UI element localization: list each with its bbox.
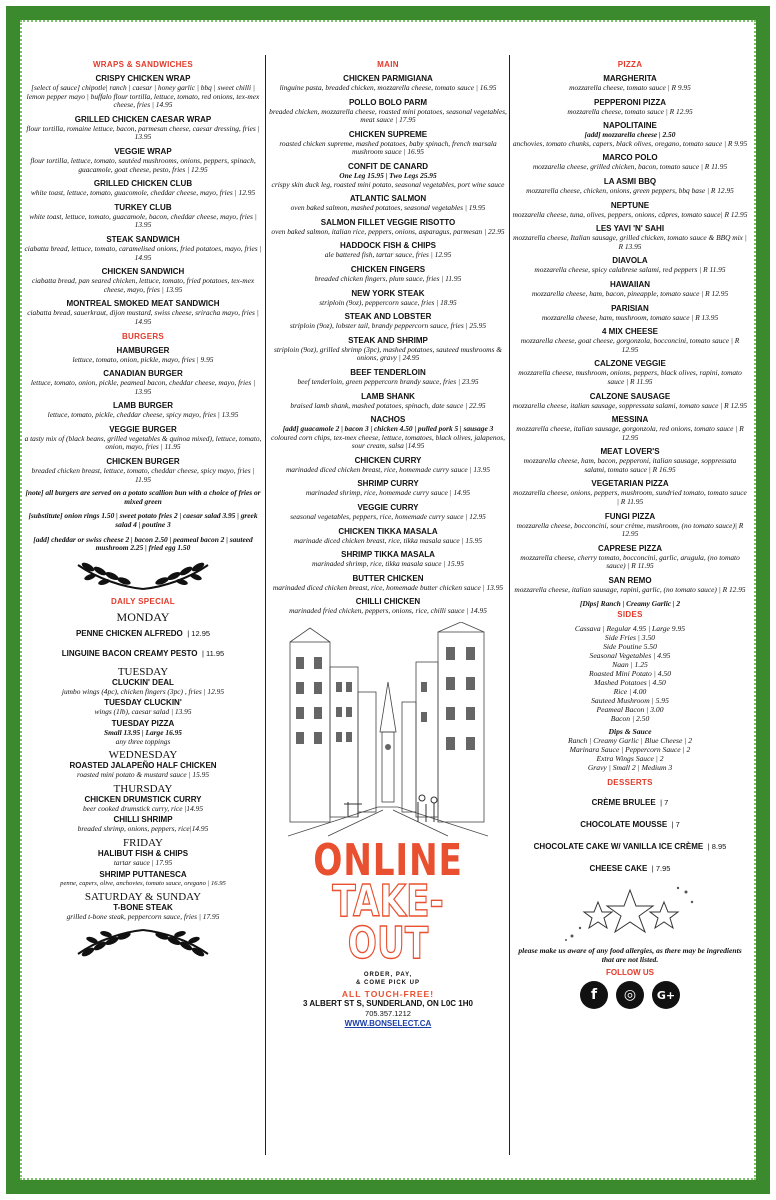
item-name: TUESDAY CLUCKIN' [104, 698, 182, 708]
item-desc: breaded chicken fingers, plum sauce, fries | 11.95 [314, 273, 462, 283]
item-desc: marinaded diced chicken breast, rice, homemade butter chicken sauce | 13.95 [272, 582, 504, 592]
menu-item [268, 289, 508, 308]
menu-item [268, 456, 508, 475]
stars-decoration-icon [560, 880, 700, 942]
middle-column [268, 58, 508, 1180]
day-monday: MONDAY [116, 609, 170, 624]
day-weekend: SATURDAY & SUNDAY [84, 891, 202, 904]
item-price: | 7 [660, 798, 669, 808]
item-name: DIAVOLA [612, 256, 648, 266]
item-price: | 12.95 [187, 628, 211, 638]
item-desc: a tasty mix of (black beans, grilled vegetables & quinoa mixed), lettuce, tomato, onion, mayo, fries | 11.95 [24, 433, 262, 452]
menu-item [24, 203, 262, 230]
item-desc: marinaded fried chicken, peppers, onions, rice, chilli sauce | 14.95 [289, 606, 487, 616]
item-price: | 7.95 [651, 864, 671, 874]
item-name: NACHOS [370, 415, 406, 425]
side-line: Side Poutine 5.50 [603, 642, 657, 652]
item-desc: marinaded diced chicken breast, rice, homemade curry sauce | 13.95 [285, 464, 491, 474]
item-name: POLLO BOLO PARM [348, 97, 428, 107]
item-desc: roasted mini potato & mustard sauce | 15.95 [76, 770, 210, 780]
item-desc: mozzarella cheese, chicken, onions, green peppers, bbq base | R 12.95 [526, 185, 734, 195]
pizza-dips: [Dips] Ranch | Creamy Garlic | 2 [579, 598, 681, 608]
day-friday: FRIDAY [123, 836, 163, 849]
burgers-list [24, 346, 262, 485]
section-title-wraps: WRAPS & SANDWICHES [92, 60, 194, 69]
item-desc: mozzarella cheese, tomato sauce | R 12.95 [567, 106, 693, 116]
item-desc: seasonal vegetables, peppers, rice, homemade curry sauce | 12.95 [290, 512, 486, 522]
item-name: BEEF TENDERLOIN [350, 367, 426, 377]
menu-item [268, 194, 508, 213]
item-desc: tartar sauce | 17.95 [113, 857, 173, 867]
menu-item [24, 425, 262, 452]
google-plus-icon[interactable]: G+ [652, 981, 680, 1009]
item-desc: striploin (9oz), peppercorn sauce, fries | 18.95 [319, 297, 457, 307]
item-desc: beer cooked drumstick curry, rice |14.95 [82, 803, 204, 813]
order-line-2: & COME PICK UP [355, 980, 420, 987]
menu-item [268, 479, 508, 498]
day-thursday: THURSDAY [113, 782, 173, 795]
item-name: VEGGIE WRAP [114, 146, 172, 156]
section-title-desserts: DESSERTS [607, 778, 653, 788]
item-desc: oven baked salmon, italian rice, peppers, onions, asparagus, parmesan | 22.95 [271, 226, 505, 236]
item-name: GRILLED CHICKEN CAESAR WRAP [74, 114, 212, 124]
item-name: CHILLI SHRIMP [113, 815, 173, 825]
dip-line: Marinara Sauce | Peppercorn Sauce | 2 [569, 745, 691, 755]
item-name: CLUCKIN' DEAL [112, 677, 174, 687]
desserts-list [512, 792, 748, 876]
main-list [268, 74, 508, 616]
side-line: Seasonal Vegetables | 4.95 [589, 651, 671, 661]
dip-line: Gravy | Small 2 | Medium 3 [587, 763, 673, 773]
item-desc: ciabatta bread, lettuce, tomato, caramelised onions, fried potatoes, mayo, fries | 14.95 [24, 243, 262, 262]
item-name: CHILLI CHICKEN [355, 597, 421, 607]
item-desc: grilled t-bone steak, peppercorn sauce, fries | 17.95 [66, 912, 220, 922]
item-desc: striploin (9oz), lobster tail, brandy peppercorn sauce, fries | 25.95 [289, 321, 487, 331]
item-desc: flour tortilla, lettuce, tomato, sautéed mushrooms, onions, peppers, spinach, guacamole, goat cheese, pesto, fries | 12.95 [30, 155, 256, 174]
section-title-main: MAIN [377, 60, 399, 69]
dessert-item [512, 814, 748, 832]
item-desc: mozzarella cheese, goat cheese, gorgonzola, bocconcini, tomato sauce | R 12.95 [520, 336, 740, 354]
menu-item [512, 327, 748, 354]
item-name: CHICKEN FINGERS [350, 264, 426, 274]
item-options: [add] mozzarella cheese | 2.50 [584, 130, 676, 140]
item-name: SHRIMP CURRY [357, 479, 419, 489]
side-line: Rice | 4.00 [613, 687, 647, 697]
item-name: LES YAVI 'N' SAHI [595, 224, 665, 234]
menu-item [24, 401, 262, 420]
item-desc: [select of sauce] chipotle| ranch | caesar | honey garlic | bbq | sweet chilli | lemon pepper mayo | buffalo flour tortilla, lettuce, tomato, red onions, tex-mex cheese, fries | 14.95 [26, 83, 260, 110]
menu-item [512, 177, 748, 196]
menu-item [512, 201, 748, 220]
menu-item [512, 98, 748, 117]
instagram-icon[interactable]: ◎ [616, 981, 644, 1009]
item-name: LA ASMI BBQ [603, 176, 657, 186]
item-desc: mozzarella cheese, ham, bacon, pepperoni, italian sausage, soppressata salami, tomato sauce | R 16.95 [523, 456, 737, 474]
item-desc: mozzarella cheese, ham, bacon, pineapple, tomato sauce | R 12.95 [531, 288, 729, 298]
item-name: HAMBURGER [116, 345, 170, 355]
item-name: CAPRESE PIZZA [597, 543, 662, 553]
item-desc: mozzarella cheese, tuna, olives, peppers, onions, câpres, tomato sauce| R 12.95 [512, 209, 748, 219]
item-desc: breaded chicken, mozzarella cheese, roasted mini potatoes, seasonal vegetables, meat sauce | 17.95 [269, 106, 507, 125]
menu-item [512, 359, 748, 386]
item-desc: white toast, lettuce, tomato, guacamole, bacon, cheddar cheese, mayo, fries | 13.95 [29, 211, 257, 230]
item-name: CHICKEN PARMIGIANA [343, 74, 433, 83]
item-desc: mozzarella cheese, grilled chicken, bacon, tomato sauce | R 11.95 [532, 162, 728, 172]
menu-item [268, 241, 508, 260]
side-line: Side Fries | 3.50 [604, 633, 656, 643]
sides-list [512, 624, 748, 723]
takeout-heading: TAKE-OUT [332, 876, 444, 970]
menu-item [512, 576, 748, 595]
item-name: NAPOLITAINE [603, 121, 657, 131]
social-links [512, 981, 748, 1009]
touch-free-label: ALL TOUCH-FREE! [341, 989, 435, 1000]
menu-item [512, 544, 748, 571]
item-name: MEAT LOVER'S [600, 447, 660, 457]
menu-item [24, 299, 262, 326]
item-name: ATLANTIC SALMON [349, 194, 427, 204]
menu-item [24, 346, 262, 365]
menu-item [268, 503, 508, 522]
item-desc: mozzarella cheese, italian sausage, rapini, garlic, (no tomato sauce) | R 12.95 [514, 585, 746, 595]
item-name: TURKEY CLUB [114, 202, 172, 212]
item-desc: marinaded shrimp, rice, homemade curry sauce | 14.95 [305, 488, 471, 498]
side-line: Peameal Bacon | 3.00 [596, 705, 664, 715]
item-name: PEPPERONI PIZZA [593, 97, 666, 107]
item-desc: braised lamb shank, mashed potatoes, spinach, date sauce | 22.95 [290, 400, 486, 410]
item-name: CHOCOLATE MOUSSE [580, 820, 668, 830]
item-name: CALZONE SAUSAGE [589, 391, 671, 401]
item-name: CHICKEN BURGER [106, 457, 180, 467]
item-desc: linguine pasta, breaded chicken, mozzarella cheese, tomato sauce | 16.95 [279, 83, 497, 92]
item-desc: marinaded shrimp, rice, tikka masala sauce | 15.95 [312, 559, 464, 569]
item-name: LAMB BURGER [113, 401, 173, 411]
item-name: TUESDAY PIZZA [111, 719, 175, 728]
item-desc: marinade diced chicken breast, rice, tikka masala sauce | 15.95 [293, 535, 483, 545]
menu-item [24, 267, 262, 294]
dip-line: Extra Wings Sauce | 2 [596, 754, 664, 764]
left-column [24, 58, 262, 1180]
right-column [512, 58, 748, 1180]
item-desc: ciabatta bread, sauerkraut, dijon mustard, swiss cheese, sriracha mayo, fries | 14.95 [27, 308, 259, 326]
item-name: MONTREAL SMOKED MEAT SANDWICH [66, 299, 220, 309]
dessert-item [512, 836, 748, 854]
item-name: CANADIAN BURGER [103, 369, 183, 379]
item-name: MARCO POLO [602, 153, 658, 163]
menu-item [512, 415, 748, 442]
item-name: HALIBUT FISH & CHIPS [97, 848, 189, 858]
item-desc: breaded chicken breast, lettuce, tomato, cheddar cheese, spicy mayo, fries | 11.95 [31, 466, 255, 484]
side-line: Bacon | 2.50 [610, 714, 650, 724]
item-name: CHICKEN DRUMSTICK CURRY [84, 794, 202, 804]
item-desc: flour tortilla, romaine lettuce, bacon, parmesan cheese, caesar dressing, fries | 13.95 [26, 123, 260, 142]
item-desc: anchovies, tomato chunks, capers, black olives, oregano, tomato sauce | R 9.95 [512, 138, 748, 148]
item-name: CHICKEN TIKKA MASALA [338, 526, 438, 536]
menu-item [268, 597, 508, 616]
item-price: | 11.95 [201, 648, 225, 658]
item-name: HADDOCK FISH & CHIPS [339, 241, 436, 251]
item-name: SHRIMP PUTTANESCA [99, 869, 187, 879]
menu-item [268, 368, 508, 387]
item-name: T-BONE STEAK [113, 903, 173, 913]
side-line: Sauteed Mushroom | 5.95 [591, 696, 669, 706]
side-line: Cassava | Regular 4.95 | Large 9.95 [574, 624, 686, 634]
item-name: SAN REMO [608, 576, 652, 586]
menu-item [512, 153, 748, 172]
item-name: VEGGIE CURRY [357, 503, 419, 513]
item-name: VEGETARIAN PIZZA [591, 479, 669, 489]
item-name: CHICKEN SANDWICH [101, 267, 185, 277]
item-desc: ale battered fish, tartar sauce, fries | 12.95 [324, 250, 452, 260]
item-name: CRÈME BRULEE [591, 798, 656, 808]
menu-item [512, 121, 748, 148]
online-heading: ONLINE [313, 835, 463, 887]
item-desc: mozzarella cheese, onions, peppers, mushroom, sundried tomato, tomato sauce | R 11.95 [513, 488, 747, 507]
dessert-item [512, 858, 748, 876]
menu-item [24, 115, 262, 142]
menu-item [268, 392, 508, 411]
dip-line: Ranch | Creamy Garlic | Blue Cheese | 2 [567, 736, 693, 746]
item-desc: lettuce, tomato, pickle, cheddar cheese, spicy mayo, fries | 13.95 [47, 410, 239, 420]
item-name: FUNGI PIZZA [604, 511, 656, 521]
item-name: CALZONE VEGGIE [594, 359, 666, 369]
item-name: STEAK SANDWICH [106, 234, 180, 244]
dessert-item [512, 792, 748, 810]
menu-item [512, 224, 748, 251]
menu-item [512, 512, 748, 539]
item-desc: mozzarella cheese, tomato sauce | R 9.95 [569, 83, 691, 92]
side-line: Naan | 1.25 [612, 660, 648, 670]
item-name: CONFIT DE CANARD [348, 161, 428, 171]
item-desc: ciabatta bread, pan seared chicken, lettuce, tomato, fried potatoes, tex-mex cheese, mayo, fries | 13.95 [31, 276, 255, 294]
menu-item [512, 280, 748, 299]
item-options: One Leg 15.95 | Two Legs 25.95 [339, 170, 437, 180]
menu-item [268, 574, 508, 593]
item-name: VEGGIE BURGER [109, 424, 177, 434]
item-name: CHEESE CAKE [589, 864, 648, 874]
item-name: NEPTUNE [610, 200, 650, 210]
section-title-daily: DAILY SPECIAL [111, 596, 175, 606]
item-name: CRISPY CHICKEN WRAP [95, 74, 191, 83]
item-name: HAWAIIAN [610, 279, 650, 289]
item-name: BUTTER CHICKEN [352, 573, 424, 583]
item-desc: mozzarella cheese, italian sausage, gorgonzola, red onions, tomato sauce | R 12.95 [516, 424, 744, 442]
day-wednesday: WEDNESDAY [108, 749, 178, 762]
facebook-icon[interactable]: f [580, 981, 608, 1009]
item-desc: mozzarella cheese, spicy calabrese salami, red peppers | R 11.95 [534, 265, 726, 275]
dips-list [512, 736, 748, 772]
item-desc: lettuce, tomato, onion, pickle, mayo, fries | 9.95 [72, 354, 214, 364]
menu-item [512, 74, 748, 93]
menu-item [268, 527, 508, 546]
menu-item [268, 550, 508, 569]
menu-item [268, 336, 508, 363]
item-desc: striploin (9oz), grilled shrimp (3pc), mashed potatoes, sauteed mushrooms & onions, gravy | 24.95 [273, 344, 502, 363]
day-tuesday: TUESDAY [117, 665, 169, 678]
item-name: CHICKEN SUPREME [348, 129, 428, 139]
pizza-list [512, 74, 748, 595]
follow-us-label: FOLLOW US [606, 968, 654, 978]
item-name: MESSINA [611, 415, 649, 425]
side-line: Roasted Mini Potato | 4.50 [588, 669, 672, 679]
item-name: STEAK AND SHRIMP [348, 335, 428, 345]
section-title-burgers: BURGERS [121, 331, 165, 341]
menu-item [268, 74, 508, 93]
section-title-pizza: PIZZA [617, 60, 643, 69]
menu-item [24, 179, 262, 198]
item-desc: mozzarella cheese, ham, mushroom, tomato sauce | R 13.95 [541, 312, 719, 322]
item-desc: mozzarella cheese, italian sausage, soppressata salami, tomato sauce | R 12.95 [512, 400, 748, 410]
item-name: ROASTED JALAPEÑO HALF CHICKEN [69, 761, 217, 771]
item-desc: any three toppings [115, 736, 171, 746]
menu-item [512, 256, 748, 275]
item-desc: oven baked salmon, mashed potatoes, seasonal vegetables | 19.95 [290, 203, 486, 213]
item-name: NEW YORK STEAK [351, 288, 425, 298]
burger-substitute: [substitute] onion rings 1.50 | sweet potato fries 2 | caesar salad 3.95 | greek salad 4 | poutine 3 [28, 511, 258, 530]
menu-item [268, 98, 508, 125]
item-desc: lettuce, tomato, onion, pickle, peameal bacon, cheddar cheese, mayo, fries | 13.95 [30, 378, 256, 396]
menu-item [24, 457, 262, 484]
item-desc: wings (1lb), caesar salad | 13.95 [94, 707, 192, 717]
item-desc: penne, capers, olive, anchovies, tomato sauce, oregano | 16.95 [60, 879, 226, 887]
item-desc: roasted chicken supreme, mashed potatoes, baby spinach, french marsala mushroom sauce | 16.95 [279, 138, 497, 157]
street-illustration-image [288, 622, 488, 837]
item-desc: beef tenderloin, green peppercorn brandy sauce, fries | 23.95 [297, 376, 479, 386]
item-name: SHRIMP TIKKA MASALA [341, 550, 435, 560]
item-name: CHICKEN CURRY [354, 455, 422, 465]
item-name: PENNE CHICKEN ALFREDO [75, 628, 183, 638]
item-name: 4 MIX CHEESE [601, 327, 658, 337]
item-name: SALMON FILLET VEGGIE RISOTTO [320, 217, 456, 227]
order-line-1: ORDER, PAY, [363, 972, 413, 979]
menu-item [512, 304, 748, 323]
menu-item [268, 312, 508, 331]
section-title-sides: SIDES [617, 610, 643, 620]
menu-item [24, 74, 262, 110]
item-name: CHOCOLATE CAKE W/ VANILLA ICE CRÈME [533, 842, 704, 852]
column-divider [265, 55, 266, 1155]
phone-number[interactable]: 705.357.1212 [365, 1009, 411, 1019]
item-desc: white toast, lettuce, tomato, guacomole, cheddar cheese, mayo, fries | 12.95 [30, 188, 256, 198]
menu-item [268, 162, 508, 189]
menu-item [512, 392, 748, 411]
menu-item [24, 369, 262, 396]
item-options: [add] guacamole 2 | bacon 3 | chicken 4.50 | pulled pork 5 | sausage 3 [282, 424, 494, 434]
item-price: | 7 [671, 820, 680, 830]
item-desc: crispy skin duck leg, roasted mini potato, seasonal vegetables, port wine sauce [271, 179, 505, 189]
allergy-notice: please make us aware of any food allergies, as there may be ingredients that are not listed. [518, 946, 742, 965]
item-name: LAMB SHANK [361, 391, 415, 401]
item-name: PARISIAN [611, 303, 649, 313]
item-desc: mozzarella cheese, Italian sausage, grilled chicken, tomato sauce & BBQ mix | R 13.95 [513, 233, 747, 251]
burger-add: [add] cheddar or swiss cheese 2 | bacon 2.50 | peameal bacon 2 | sauteed mushroom 2.25 | fried egg 1.50 [33, 534, 253, 553]
laurel-wreath-icon [68, 559, 218, 593]
address: 3 ALBERT ST S, SUNDERLAND, ON L0C 1H0 [303, 999, 473, 1009]
dips-sauce-title: Dips & Sauce [608, 727, 652, 737]
menu-item [24, 147, 262, 174]
burger-note: [note] all burgers are served on a potato scallion bun with a choice of fries or mixed green [25, 488, 261, 506]
item-name: LINGUINE BACON CREAMY PESTO [61, 648, 198, 658]
item-desc: mozzarella cheese, mushroom, onions, peppers, black olives, rapini, tomato sauce | R 11.95 [518, 368, 742, 386]
item-desc: mozzarella cheese, bocconcini, sour crème, mushroom, (no tomato sauce)| R 12.95 [516, 520, 744, 539]
item-desc: jumbo wings (4pc), chicken fingers (3pc) , fries | 12.95 [61, 686, 225, 696]
menu-item [268, 415, 508, 451]
laurel-wreath-icon [68, 926, 218, 960]
side-line: Mashed Potatoes | 4.50 [594, 678, 666, 688]
column-divider [509, 55, 510, 1155]
wraps-list [24, 74, 262, 327]
item-name: STEAK AND LOBSTER [344, 312, 432, 322]
item-desc: breaded shrimp, onions, peppers, rice|14.95 [77, 824, 209, 834]
menu-item [268, 130, 508, 157]
menu-item [268, 218, 508, 237]
item-price: | 8.95 [707, 842, 727, 852]
menu-item [268, 265, 508, 284]
item-sizes: Small 13.95 | Large 16.95 [104, 728, 182, 737]
menu-item [512, 447, 748, 474]
item-name: GRILLED CHICKEN CLUB [93, 179, 193, 189]
menu-item [512, 479, 748, 506]
item-desc: mozzarella cheese, cherry tomato, bocconcini, garlic, arugula, (no tomato sauce) | R 11.95 [520, 552, 740, 571]
menu-item [24, 235, 262, 262]
item-desc: coloured corn chips, tex-mex cheese, lettuce, tomatoes, black olives, jalapenos, sour cream, salsa |14.95 [271, 432, 505, 451]
item-name: MARGHERITA [603, 74, 657, 83]
website-link[interactable]: WWW.BONSELECT.CA [344, 1019, 432, 1029]
